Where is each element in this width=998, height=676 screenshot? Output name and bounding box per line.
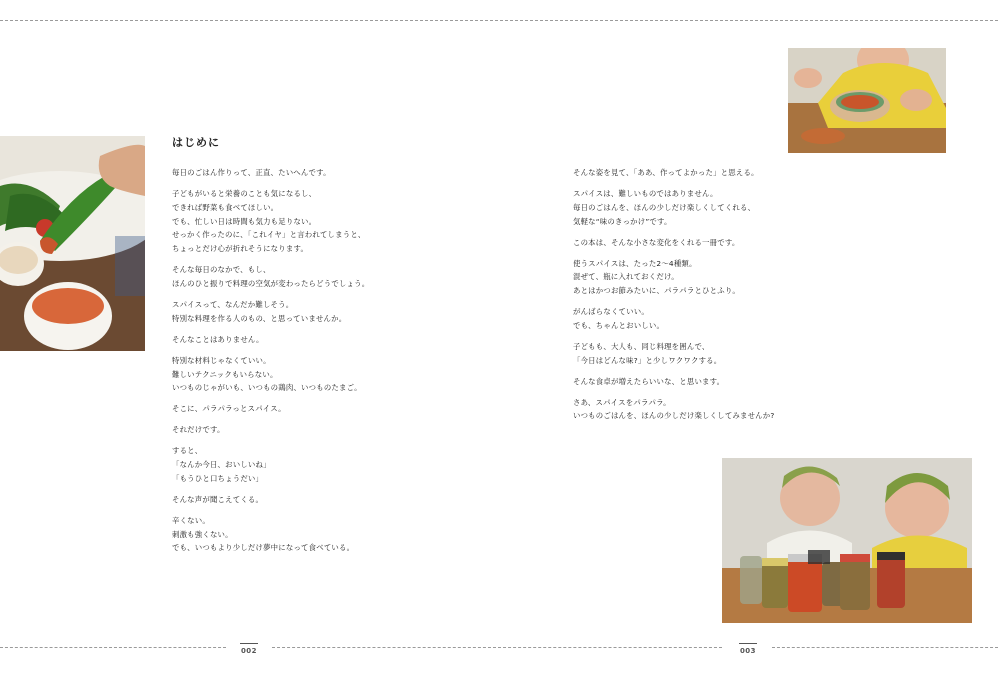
paragraph: 毎日のごはん作りって、正直、たいへんです。 [172, 168, 331, 177]
paragraph: そんな毎日のなかで、もし、 ほんのひと振りで料理の空気が変わったらどうでしょう。 [172, 265, 370, 288]
paragraph: そこに、パラパラっとスパイス。 [172, 404, 286, 414]
paragraph: 子どもも、大人も、同じ料理を囲んで、 「今日はどんな味?」と少しワクワクする。 [573, 341, 722, 365]
photo-pepper-dip [0, 136, 145, 351]
paragraph: スパイスって、なんだか難しそう。 特別な料理を作る人のもの、と思っていませんか。 [172, 299, 347, 323]
paragraph: 辛くない。 刺激も強くない。 でも、いつもより少しだけ夢中になって食べている。 [172, 515, 355, 553]
paragraph: 子どもがいると栄養のことも気になるし、 できれば野菜も食べてほしい。 でも、忙しい日は時間も気力も足りない。 せっかく作ったのに、「これイヤ」と言われてしまうと、 ちょっとだけ心が折れそうになります。 [172, 188, 366, 254]
paragraph: さあ、スパイスをパラパラ。 いつものごはんを、ほんの少しだけ楽しくしてみませんか? [573, 397, 775, 421]
paragraph: 特別な材料じゃなくていい。 難しいテクニックもいらない。 いつものじゃがいも、いつもの鶏肉、いつものたまご。 [172, 355, 362, 393]
paragraph: 使うスパイスは、たった2〜4種類。 混ぜて、瓶に入れておくだけ。 あとはかつお節みたいに、パラパラとひとふり。 [573, 258, 740, 296]
paragraph: そんなことはありません。 [172, 334, 264, 344]
paragraph: そんな食卓が増えたらいいな、と思います。 [573, 376, 725, 386]
paragraph: すると、 「なんか今日、おいしいね」 「もうひと口ちょうだい」 [172, 446, 271, 483]
paragraph: そんな姿を見て、「ああ、作ってよかった」と思える。 [573, 168, 759, 177]
left-body-text [172, 166, 432, 562]
page-number-left: 002 [237, 643, 261, 655]
section-heading: はじめに [172, 136, 220, 149]
paragraph: この本は、そんな小さな変化をくれる一冊です。 [573, 237, 740, 247]
paragraph: それだけです。 [172, 425, 225, 435]
bottom-dashed-rule-right [772, 647, 998, 648]
paragraph: スパイスは、難しいものではありません。 毎日のごはんを、ほんの少しだけ楽しくしてくれる、 気軽な“味のきっかけ”です。 [573, 188, 756, 226]
right-body-text [573, 166, 833, 430]
photo-children-spice-jars [722, 458, 972, 623]
photo-child-mixing-spice [788, 48, 946, 153]
bottom-dashed-rule-middle [272, 647, 722, 648]
page-number-right: 003 [736, 643, 760, 655]
paragraph: がんばらなくていい。 でも、ちゃんとおいしい。 [573, 307, 665, 330]
paragraph: そんな声が聞こえてくる。 [172, 494, 264, 504]
bottom-dashed-rule-left [0, 647, 226, 648]
top-dashed-rule [0, 20, 998, 21]
